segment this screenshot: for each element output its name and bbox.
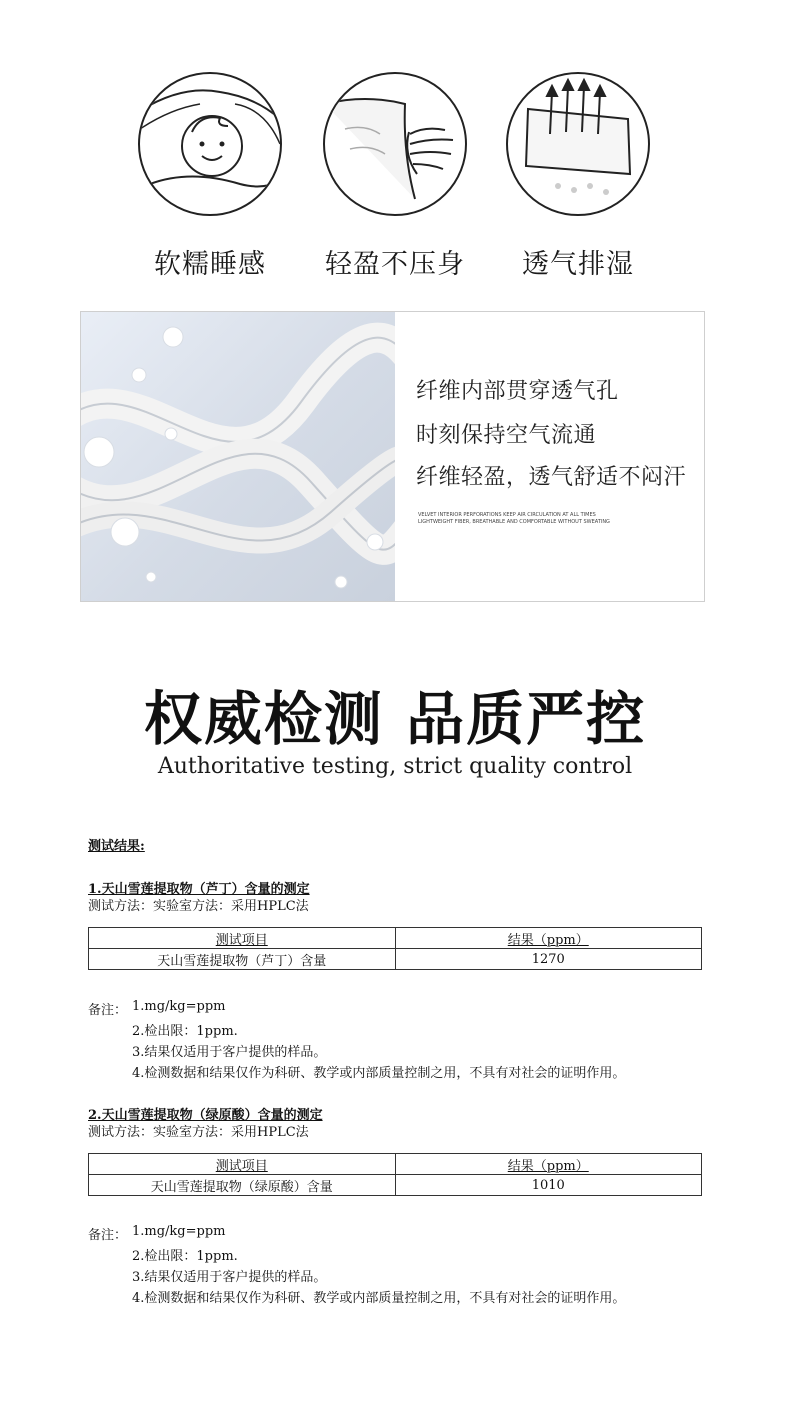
section-title: 2.天山雪莲提取物（绿原酸）含量的测定 [88,1108,323,1123]
table-header-row [89,928,702,949]
fiber-panel [80,311,705,602]
page-subtitle: Authoritative testing, strict quality control [157,754,633,779]
feature-lightweight [320,72,470,281]
section-title: 1.天山雪莲提取物（芦丁）含量的测定 [88,882,310,897]
note-item: 3.结果仅适用于客户提供的样品。 [132,1270,327,1285]
section-method: 测试方法：实验室方法：采用HPLC法 [88,899,309,914]
fiber-illustration [81,312,395,601]
table-header-cell: 结果（ppm） [395,1154,702,1175]
note-item: 4.检测数据和结果仅作为科研、教学或内部质量控制之用，不具有对社会的证明作用。 [132,1066,626,1081]
fiber-line-3: 纤维轻盈，透气舒适不闷汗 [416,465,687,490]
section-method: 测试方法：实验室方法：采用HPLC法 [88,1125,309,1140]
table-header-cell: 结果（ppm） [395,928,702,949]
table-header-cell: 测试项目 [89,1154,396,1175]
feature-soft-sleep [135,72,285,281]
note-item: 1.mg/kg=ppm [132,999,226,1014]
feature-label: 透气排湿 [522,249,634,280]
report-heading: 测试结果: [88,839,145,854]
feature-label: 轻盈不压身 [325,249,465,280]
table-cell: 1270 [395,949,702,970]
fiber-english-2: LIGHTWEIGHT FIBER, BREATHABLE AND COMFORTABLE WITHOUT SWEATING [418,519,610,525]
table-header-cell: 测试项目 [89,928,396,949]
baby-face-icon [138,72,282,216]
table-cell: 天山雪莲提取物（芦丁）含量 [89,949,396,970]
feather-light-icon [323,72,467,216]
notes-label: 备注： [88,1003,128,1018]
fiber-line-1: 纤维内部贯穿透气孔 [416,379,619,404]
feature-label: 软糯睡感 [154,249,266,280]
table-header-row [89,1154,702,1175]
notes-label: 备注： [88,1228,128,1243]
result-table [88,927,702,970]
table-row [89,1175,702,1196]
note-item: 3.结果仅适用于客户提供的样品。 [132,1045,327,1060]
note-item: 2.检出限：1ppm. [132,1024,238,1039]
fiber-english-1: VELVET INTERIOR PERFORATIONS KEEP AIR CIRCULATION AT ALL TIMES [418,512,596,518]
result-table [88,1153,702,1196]
note-item: 1.mg/kg=ppm [132,1224,226,1239]
note-item: 4.检测数据和结果仅作为科研、教学或内部质量控制之用，不具有对社会的证明作用。 [132,1291,626,1306]
table-cell: 1010 [395,1175,702,1196]
feature-breathable [503,72,653,281]
table-cell: 天山雪莲提取物（绿原酸）含量 [89,1175,396,1196]
fiber-line-2: 时刻保持空气流通 [416,423,597,448]
page-title: 权威检测 品质严控 [143,685,647,753]
note-item: 2.检出限：1ppm. [132,1249,238,1264]
table-row [89,949,702,970]
breathable-arrows-icon [506,72,650,216]
